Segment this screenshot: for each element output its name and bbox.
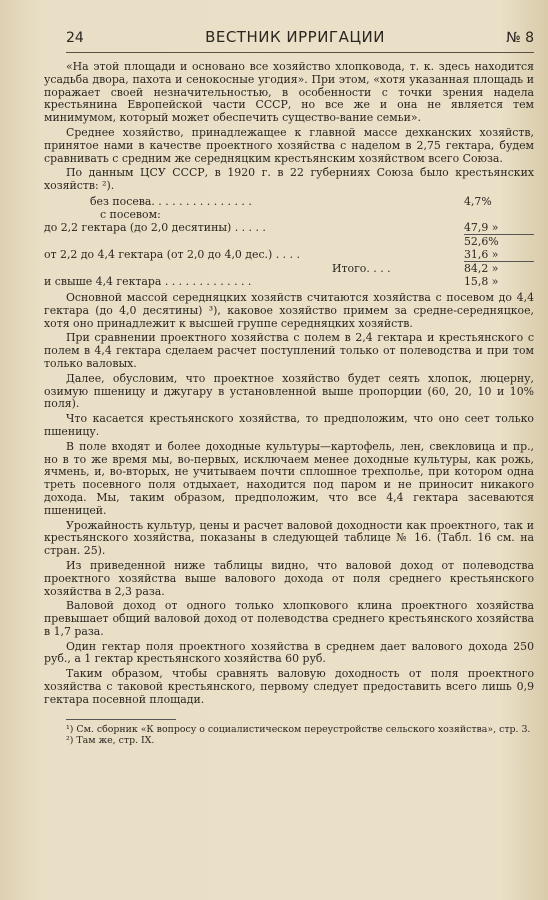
statistic-row xyxy=(44,262,534,275)
statistic-row xyxy=(44,275,534,288)
footnote: ¹) См. сборник «К вопросу о социалистическом переустройстве сельского хозяйства», стр. 3. xyxy=(66,723,531,735)
footnote-rule xyxy=(66,719,176,720)
paragraph: При сравнении проектного хозяйства с полем в 2,4 гектара и крестьянского с полем в 4,4 гектара сделаем расчет поступлений только от полеводства и при том только валовых. xyxy=(44,331,534,370)
statistic-label: до 2,2 гектара (до 2,0 десятины) . . . . . xyxy=(44,220,266,234)
journal-title: ВЕСТНИК ИРРИГАЦИИ xyxy=(205,28,385,46)
paragraph: Валовой доход от одного только хлопкового клина проектного хозяйства превышает общий валовой доход от полеводства среднего крестьянского хозяйства в 1,7 раза. xyxy=(44,599,534,638)
article-body xyxy=(44,61,534,707)
paragraphs-top xyxy=(44,61,534,193)
paragraph: Среднее хозяйство, принадлежащее к главной массе дехканских хозяйств, принятое нами в качестве проектного хозяйства с наделом в 2,75 гектара, будем сравнивать с средним же середняцким крестьянским хозяйством всего Союза. xyxy=(44,125,534,165)
footnotes xyxy=(44,724,534,746)
statistic-row xyxy=(44,221,534,234)
paragraph: Урожайность культур, цены и расчет валовой доходности как проектного, так и крестьянского хозяйства, показаны в следующей таблице № 16. (Табл. 16 см. на стран. 25). xyxy=(44,518,534,558)
statistic-value: 84,2 » xyxy=(464,261,499,275)
paragraph: «На этой площади и основано все хозяйство хлопковода, т. к. здесь находится усадьба двора, пахота и сенокосные угодия». При этом, «хотя указанная площадь и поражает своей незначительностью, в особенности с точки зрения надела крестьянина Европейской части СССР, но все же и она не является тем минимумом, который может обеспечить существо-вание семьи». xyxy=(44,60,534,125)
statistic-label: Итого. . . . xyxy=(332,261,391,275)
statistic-value: 47,9 » xyxy=(464,220,499,234)
statistic-value: 4,7% xyxy=(464,194,492,208)
statistic-label: с посевом: xyxy=(100,207,161,221)
header-rule xyxy=(66,52,534,53)
statistic-value: 31,6 » xyxy=(464,247,499,261)
statistic-value: 52,6% xyxy=(464,234,499,248)
issue-number: № 8 xyxy=(506,30,534,46)
paragraph: Что касается крестьянского хозяйства, то предположим, что оно сеет только пшеницу. xyxy=(44,412,534,438)
paragraph: Далее, обусловим, что проектное хозяйство будет сеять хлопок, люцерну, озимую пшеницу и джугару в установленной выше пропорции (60, 20, 10 и 10% поля). xyxy=(44,371,534,411)
paragraph: Основной массой середняцких хозяйств считаются хозяйства с посевом до 4,4 гектара (до 4,0 десятины) ³), каковое хозяйство примем за средне-середняцкое, хотя оно принадлежит к высшей группе середняцких хозяйств. xyxy=(44,290,534,330)
statistic-label: и свыше 4,4 гектара . . . . . . . . . . . . . xyxy=(44,274,252,288)
footnote: ²) Там же, стр. IX. xyxy=(66,734,155,746)
running-header xyxy=(44,28,534,50)
statistic-label: без посева. . . . . . . . . . . . . . . xyxy=(90,194,252,208)
household-statistics xyxy=(44,195,534,288)
paragraph: Из приведенной ниже таблицы видно, что валовой доход от полеводства проектного хозяйства выше валового дохода от поля среднего крестьянского хозяйства в 2,3 раза. xyxy=(44,558,534,598)
statistic-row xyxy=(44,248,534,261)
statistic-row xyxy=(44,235,534,248)
statistic-value xyxy=(464,208,534,221)
statistic-label xyxy=(44,235,464,248)
paragraph: По данным ЦСУ СССР, в 1920 г. в 22 губерниях Союза было крестьянских хозяйств: ²). xyxy=(44,166,534,193)
paragraph: Один гектар поля проектного хозяйства в среднем дает валового дохода 250 руб., а 1 гектар крестьянского хозяйства 60 руб. xyxy=(44,639,534,666)
paragraph: В поле входят и более доходные культуры—картофель, лен, свекловица и пр., но в то же время мы, во-первых, исключаем менее доходные культуры, как рожь, ячмень, и, во-вторых, не учитываем почти сплошное трехполье, при котором одна треть посевного поля отдыхает, находится под паром и не приносит никакого дохода. Мы, таким образом, предположим, что все 4,4 гектара засеваются пшеницей. xyxy=(44,439,534,517)
statistic-row xyxy=(44,195,534,208)
page-number: 24 xyxy=(66,30,84,46)
statistic-row xyxy=(44,208,534,221)
paragraphs-bottom xyxy=(44,292,534,707)
statistic-value: 15,8 » xyxy=(464,274,499,288)
paragraph: Таким образом, чтобы сравнять валовую доходность от поля проектного хозяйства с таковой крестьянского, первому следует предоставить всего лишь 0,9 гектара посевной площади. xyxy=(44,667,534,706)
statistic-label: от 2,2 до 4,4 гектара (от 2,0 до 4,0 дес.) . . . . xyxy=(44,247,300,261)
